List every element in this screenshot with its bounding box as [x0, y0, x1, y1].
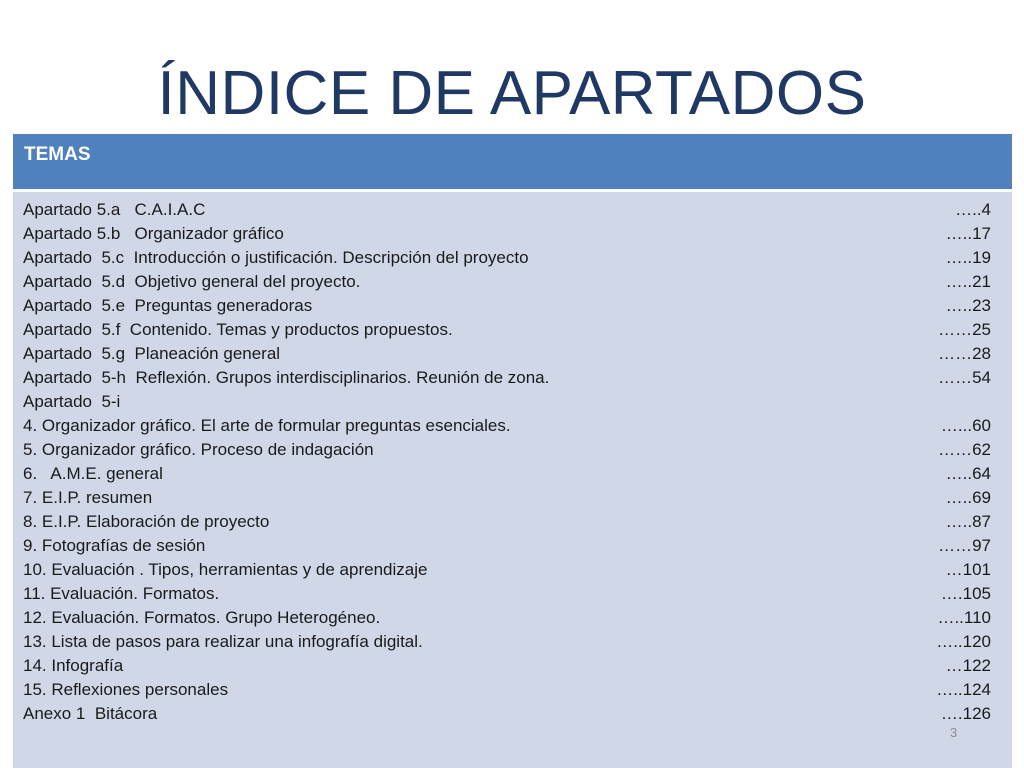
row-label: 9. Fotografías de sesión — [23, 536, 206, 555]
row-label: 11. Evaluación. Formatos. — [23, 584, 220, 603]
index-row — [23, 630, 1005, 654]
index-row — [23, 270, 1005, 294]
row-label: Apartado 5.f Contenido. Temas y productos propuestos. — [23, 320, 453, 339]
row-label: 8. E.I.P. Elaboración de proyecto — [23, 512, 270, 531]
row-page: ……28 — [938, 344, 991, 363]
row-page: …101 — [945, 560, 991, 579]
row-page: …..23 — [945, 296, 991, 315]
row-page: …..69 — [945, 488, 991, 507]
index-row — [23, 222, 1005, 246]
index-row — [23, 414, 1005, 438]
row-page: ….105 — [940, 584, 991, 603]
row-page: ……97 — [938, 536, 991, 555]
row-label: Apartado 5.g Planeación general — [23, 344, 281, 363]
row-label: Apartado 5.a C.A.I.A.C — [23, 200, 206, 219]
index-row — [23, 582, 1005, 606]
row-label: Apartado 5-i — [23, 392, 121, 411]
index-row — [23, 606, 1005, 630]
row-label: 6. A.M.E. general — [23, 464, 163, 483]
index-row — [23, 342, 1005, 366]
row-label: Apartado 5.e Preguntas generadoras — [23, 296, 313, 315]
index-row — [23, 438, 1005, 462]
slide-title: ÍNDICE DE APARTADOS — [157, 59, 867, 128]
index-row — [23, 366, 1005, 390]
row-page: …..4 — [955, 200, 991, 219]
index-row — [23, 198, 1005, 222]
table-header — [13, 134, 1012, 192]
index-row — [23, 294, 1005, 318]
index-row — [23, 654, 1005, 678]
index-rows — [23, 198, 1005, 726]
row-page: …..17 — [945, 224, 991, 243]
row-page: …..21 — [945, 272, 991, 291]
row-page: …...60 — [940, 416, 991, 435]
index-table — [13, 134, 1012, 768]
index-row — [23, 390, 1005, 414]
row-page: ……25 — [938, 320, 991, 339]
row-label: 10. Evaluación . Tipos, herramientas y de aprendizaje — [23, 560, 428, 579]
row-page: …..87 — [945, 512, 991, 531]
row-label: Apartado 5-h Reflexión. Grupos interdisciplinarios. Reunión de zona. — [23, 368, 550, 387]
index-row — [23, 486, 1005, 510]
row-page: ……54 — [938, 368, 991, 387]
row-page: …..110 — [937, 608, 991, 627]
row-label: 5. Organizador gráfico. Proceso de indagación — [23, 440, 374, 459]
row-label: Apartado 5.d Objetivo general del proyecto. — [23, 272, 361, 291]
row-page: ….126 — [940, 704, 991, 723]
row-page: …..64 — [945, 464, 991, 483]
page-number: 3 — [950, 725, 958, 740]
index-row — [23, 462, 1005, 486]
index-row — [23, 246, 1005, 270]
row-page: …..19 — [945, 248, 991, 267]
index-row — [23, 510, 1005, 534]
row-page: …122 — [945, 656, 991, 675]
row-label: Apartado 5.c Introducción o justificación. Descripción del proyecto — [23, 248, 529, 267]
row-page: …..120 — [936, 632, 991, 651]
row-page: ……62 — [938, 440, 991, 459]
row-label: 7. E.I.P. resumen — [23, 488, 153, 507]
row-label: 12. Evaluación. Formatos. Grupo Heterogéneo. — [23, 608, 381, 627]
index-row — [23, 678, 1005, 702]
index-row — [23, 534, 1005, 558]
row-label: Apartado 5.b Organizador gráfico — [23, 224, 284, 243]
row-page: …..124 — [936, 680, 991, 699]
row-label: 4. Organizador gráfico. El arte de formular preguntas esenciales. — [23, 416, 511, 435]
row-label: 15. Reflexiones personales — [23, 680, 229, 699]
table-header-label: TEMAS — [24, 144, 91, 165]
row-label: 13. Lista de pasos para realizar una infografía digital. — [23, 632, 423, 651]
index-row — [23, 318, 1005, 342]
index-row — [23, 702, 1005, 726]
row-label: 14. Infografía — [23, 656, 124, 675]
index-row — [23, 558, 1005, 582]
row-label: Anexo 1 Bitácora — [23, 704, 158, 723]
